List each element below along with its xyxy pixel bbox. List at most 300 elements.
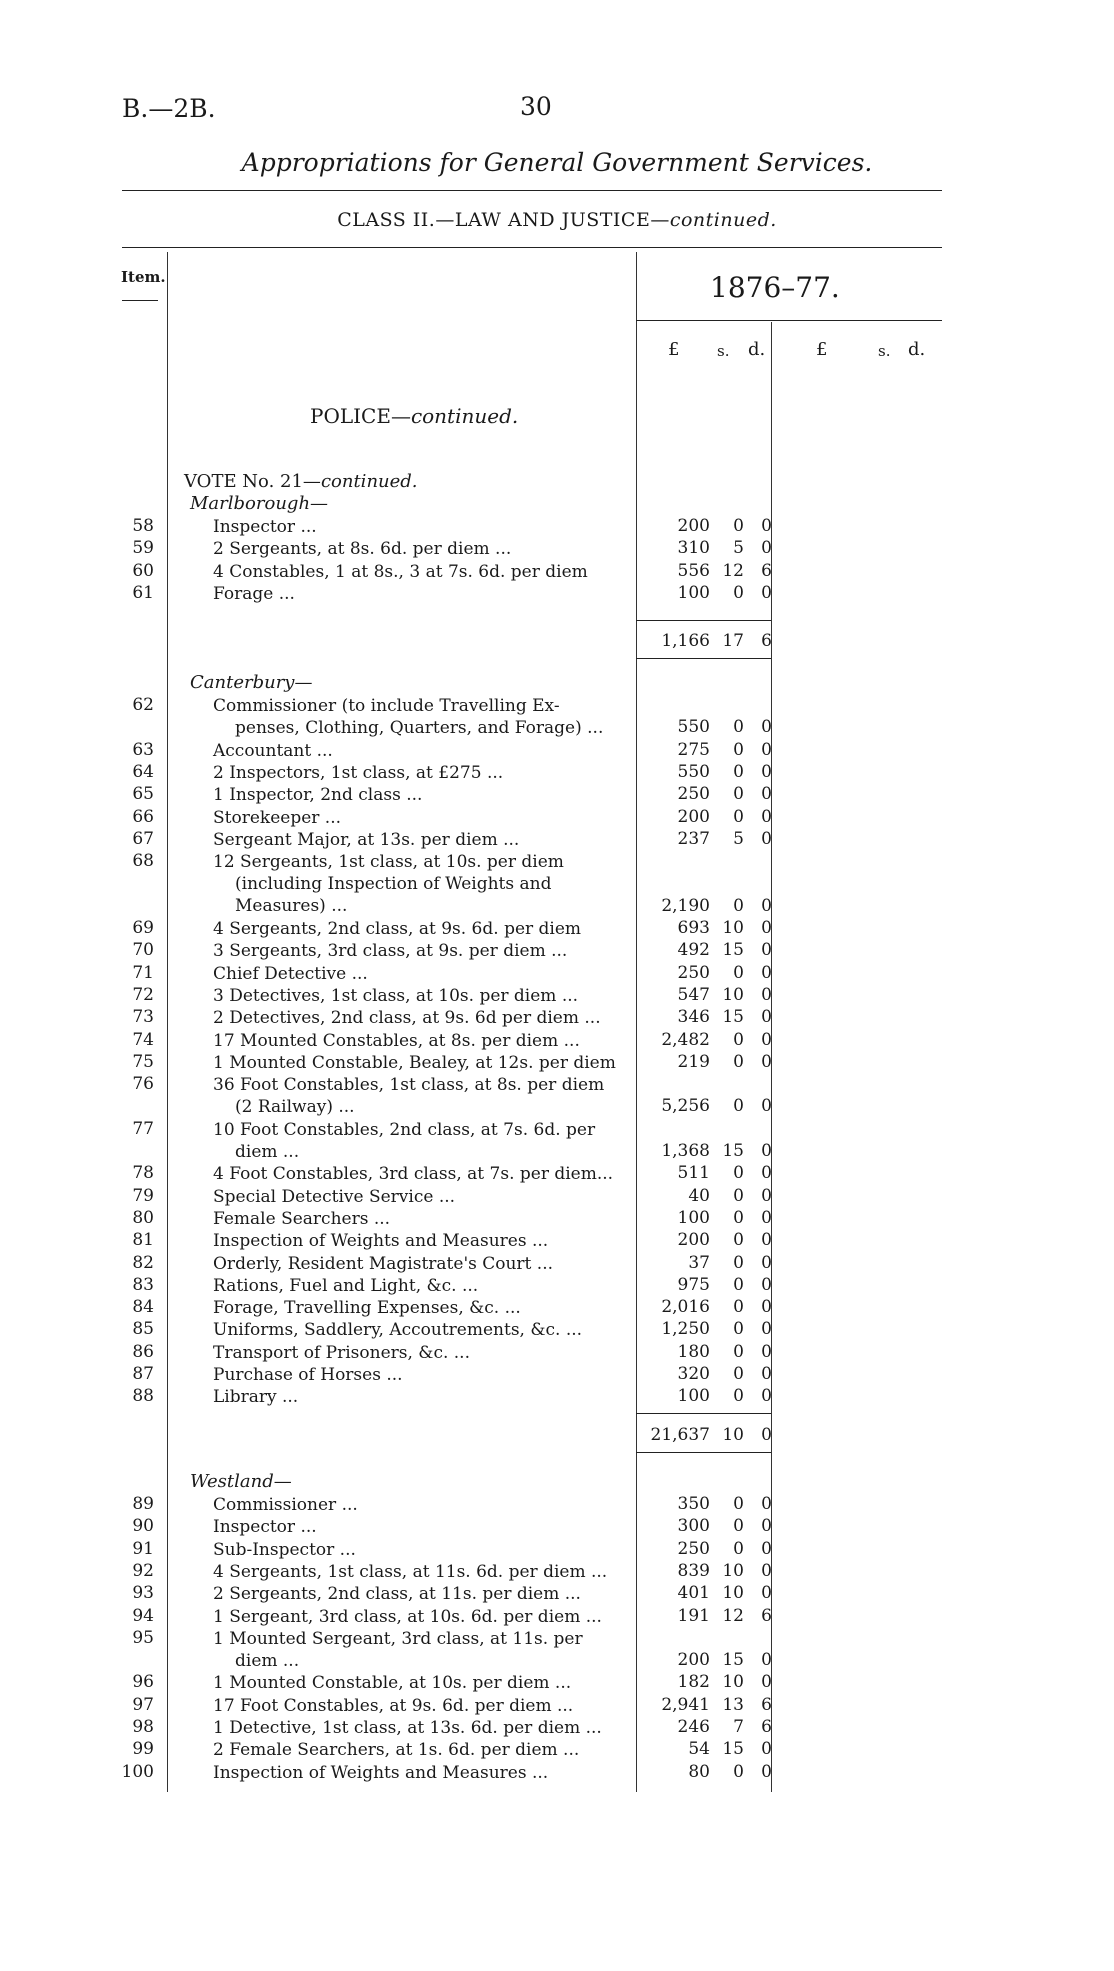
amount-pounds: 246: [677, 1717, 710, 1737]
description-line: Storekeeper ...: [213, 807, 342, 828]
item-description: [213, 1074, 637, 1118]
description-line: Special Detective Service ...: [213, 1186, 456, 1207]
table-row: [0, 784, 1114, 806]
amount-pence: 0: [761, 1386, 772, 1407]
amount-shillings: 0: [733, 1252, 744, 1273]
shilling-header: s.: [717, 342, 730, 360]
amount-shillings: 0: [733, 1761, 744, 1782]
item-number: 87: [132, 1364, 154, 1384]
amount-pounds: 2,190: [661, 895, 710, 916]
item-description: [213, 1163, 637, 1185]
table-row: [0, 1717, 1114, 1739]
description-line: 17 Foot Constables, at 9s. 6d. per diem ...: [213, 1695, 574, 1716]
item-description: [213, 1052, 637, 1074]
amount-pounds: 250: [677, 962, 710, 983]
amount-pence: 0: [761, 1583, 772, 1604]
item-description: [213, 918, 637, 940]
item-number: 67: [132, 828, 154, 849]
amount-pence: 0: [761, 1319, 772, 1340]
amount-pounds: 1,368: [661, 1140, 710, 1161]
table-row: [0, 1762, 1114, 1784]
amount-shillings: 0: [733, 1494, 744, 1514]
total-rule-canterbury-top: [636, 1413, 771, 1414]
table-row: [0, 583, 1114, 605]
description-line: penses, Clothing, Quarters, and Forage) ...: [235, 718, 604, 738]
amount-shillings: 0: [733, 1207, 744, 1228]
description-line: Forage ...: [213, 583, 295, 604]
amount-pounds: 839: [677, 1560, 710, 1581]
amount-pence: 0: [761, 538, 772, 559]
item-description: [213, 762, 637, 784]
item-description: [213, 1208, 637, 1230]
description-line: (2 Railway) ...: [235, 1097, 355, 1118]
amount-pounds: 200: [677, 1650, 710, 1671]
item-description: [213, 829, 637, 851]
amount-shillings: 0: [733, 717, 744, 738]
item-description: [213, 1297, 637, 1319]
item-description: [213, 963, 637, 985]
table-row: [0, 807, 1114, 829]
table-row: [0, 1627, 1114, 1671]
year-header: 1876–77.: [710, 271, 840, 304]
amount-pounds: 556: [677, 560, 710, 581]
document-reference: B.—2B.: [122, 94, 216, 123]
group-title-westland: Westland—: [190, 1471, 292, 1492]
amount-pounds: 547: [677, 984, 710, 1005]
amount-shillings: 15: [722, 1140, 744, 1161]
amount-pence: 0: [761, 1650, 772, 1671]
item-description: [213, 1739, 637, 1761]
table-row: [0, 1118, 1114, 1162]
item-description: [213, 1364, 637, 1386]
item-number: 81: [132, 1230, 154, 1251]
table-row: [0, 1230, 1114, 1252]
description-line: 17 Mounted Constables, at 8s. per diem ...: [213, 1030, 580, 1051]
item-description: [213, 940, 637, 962]
description-line: Inspection of Weights and Measures ...: [213, 1762, 549, 1783]
item-description: [213, 1561, 637, 1583]
amount-shillings: 13: [722, 1694, 744, 1715]
description-line: 3 Detectives, 1st class, at 10s. per diem ...: [213, 985, 579, 1006]
description-line: Purchase of Horses ...: [213, 1365, 403, 1385]
description-line: 4 Sergeants, 1st class, at 11s. 6d. per diem ...: [213, 1561, 608, 1582]
rule-top: [122, 190, 942, 191]
item-description: [213, 1230, 637, 1252]
item-description: [213, 851, 637, 917]
item-description: [213, 583, 637, 605]
table-row: [0, 762, 1114, 784]
amount-pounds: 54: [688, 1739, 710, 1760]
item-number: 79: [132, 1185, 154, 1206]
item-description: [213, 1319, 637, 1341]
description-line: Uniforms, Saddlery, Accoutrements, &c. ...: [213, 1320, 583, 1341]
item-number: 92: [132, 1560, 154, 1581]
amount-pounds: 80: [688, 1761, 710, 1782]
amount-pounds: 250: [677, 1538, 710, 1559]
group-title-canterbury: Canterbury—: [190, 672, 313, 693]
amount-pence: 0: [761, 828, 772, 849]
amount-pounds: 693: [677, 918, 710, 938]
amount-pence: 0: [761, 1185, 772, 1206]
amount-pounds: 550: [677, 717, 710, 738]
item-description: [213, 1275, 637, 1297]
amount-pence: 0: [761, 761, 772, 782]
table-row: [0, 1695, 1114, 1717]
amount-pounds: 180: [677, 1341, 710, 1362]
description-line: Rations, Fuel and Light, &c. ...: [213, 1275, 479, 1296]
total-rule-marlborough-top: [636, 620, 771, 621]
amount-shillings: 0: [733, 895, 744, 916]
description-line: Chief Detective ...: [213, 963, 368, 984]
description-line: Commissioner (to include Travelling Ex-: [213, 696, 560, 716]
description-line: 2 Female Searchers, at 1s. 6d. per diem ...: [213, 1740, 580, 1761]
amount-shillings: 0: [733, 739, 744, 760]
item-number: 60: [132, 560, 154, 581]
item-number: 70: [132, 940, 154, 961]
table-row: [0, 851, 1114, 917]
description-line: 4 Constables, 1 at 8s., 3 at 7s. 6d. per diem: [213, 561, 588, 582]
description-line: 1 Mounted Sergeant, 3rd class, at 11s. per: [213, 1628, 583, 1649]
description-line: 10 Foot Constables, 2nd class, at 7s. 6d. per: [213, 1119, 596, 1140]
table-row: [0, 695, 1114, 738]
amount-pence: 6: [761, 1717, 772, 1737]
item-description: [213, 1606, 637, 1628]
item-number: 58: [132, 516, 154, 536]
item-number: 88: [132, 1386, 154, 1407]
description-line: Orderly, Resident Magistrate's Court ...: [213, 1253, 554, 1274]
item-description: [213, 1516, 637, 1538]
item-number: 61: [132, 582, 154, 603]
amount-shillings: 5: [733, 828, 744, 849]
item-description: [213, 1762, 637, 1784]
table-row: [0, 1007, 1114, 1029]
item-number: 66: [132, 806, 154, 827]
table-row: [0, 1253, 1114, 1275]
item-number: 96: [132, 1672, 154, 1693]
description-line: Library ...: [213, 1387, 299, 1408]
item-number: 82: [132, 1252, 154, 1273]
item-number: 98: [132, 1717, 154, 1737]
amount-pence: 0: [761, 1007, 772, 1028]
amount-shillings: 0: [733, 1029, 744, 1050]
pound-header: £: [668, 339, 680, 360]
table-row: [0, 1386, 1114, 1408]
table-row: [0, 1539, 1114, 1561]
item-number: 75: [132, 1051, 154, 1072]
amount-pounds: 975: [677, 1274, 710, 1295]
amount-shillings: 12: [722, 560, 744, 581]
amount-pence: 0: [761, 1207, 772, 1228]
amount-pounds: 40: [688, 1185, 710, 1206]
table-row: [0, 985, 1114, 1007]
amount-pence: 0: [761, 1140, 772, 1161]
item-number: 85: [132, 1319, 154, 1340]
table-row: [0, 1030, 1114, 1052]
amount-pence: 0: [761, 1672, 772, 1693]
description-line: 2 Inspectors, 1st class, at £275 ...: [213, 762, 504, 783]
amount-pence: 0: [761, 582, 772, 603]
amount-pence: 0: [761, 984, 772, 1005]
item-number: 62: [132, 695, 154, 715]
page-subtitle: Appropriations for General Government Services.: [241, 148, 873, 177]
item-number: 83: [132, 1274, 154, 1295]
table-row: [0, 963, 1114, 985]
amount-pounds: 550: [677, 761, 710, 782]
item-number: 63: [132, 739, 154, 760]
amount-pence: 0: [761, 1739, 772, 1760]
description-line: diem ...: [235, 1650, 300, 1671]
table-row: [0, 1364, 1114, 1386]
item-description: [213, 1253, 637, 1275]
description-line: Forage, Travelling Expenses, &c. ...: [213, 1298, 521, 1319]
amount-shillings: 0: [733, 1319, 744, 1340]
amount-shillings: 7: [733, 1717, 744, 1737]
description-line: Transport of Prisoners, &c. ...: [213, 1342, 470, 1363]
amount-pounds: 250: [677, 784, 710, 805]
description-line: Sub-Inspector ...: [213, 1539, 356, 1560]
description-line: 4 Foot Constables, 3rd class, at 7s. per diem...: [213, 1164, 614, 1185]
amount-pence: 0: [761, 1761, 772, 1782]
amount-shillings: 12: [722, 1605, 744, 1626]
rule-item-head: [122, 300, 158, 301]
amount-pounds: 346: [677, 1007, 710, 1028]
item-description: [213, 1628, 637, 1672]
table-row: [0, 740, 1114, 762]
item-number: 86: [132, 1341, 154, 1362]
description-line: Accountant ...: [213, 740, 333, 761]
amount-pounds: 219: [677, 1051, 710, 1072]
item-number: 71: [132, 962, 154, 983]
total-rule-canterbury-bottom: [636, 1452, 771, 1453]
item-description: [213, 985, 637, 1007]
total-pounds: 1,166: [661, 631, 710, 651]
table-row: [0, 1583, 1114, 1605]
amount-shillings: 15: [722, 1739, 744, 1760]
item-description: [213, 740, 637, 762]
amount-pounds: 37: [688, 1252, 710, 1273]
amount-pence: 0: [761, 918, 772, 938]
table-row: [0, 1672, 1114, 1694]
pound-header-2: £: [816, 339, 828, 360]
amount-shillings: 0: [733, 1051, 744, 1072]
description-line: 36 Foot Constables, 1st class, at 8s. per diem: [213, 1075, 605, 1096]
item-description: [213, 1717, 637, 1739]
amount-pence: 0: [761, 940, 772, 961]
description-line: Female Searchers ...: [213, 1208, 391, 1229]
amount-pounds: 100: [677, 582, 710, 603]
item-number: 90: [132, 1516, 154, 1537]
table-row: [0, 1319, 1114, 1341]
amount-pence: 0: [761, 1364, 772, 1384]
total-pence: 6: [761, 631, 772, 651]
amount-shillings: 15: [722, 1007, 744, 1028]
amount-shillings: 10: [722, 1560, 744, 1581]
table-row: [0, 516, 1114, 538]
table-row: [0, 538, 1114, 560]
item-number: 73: [132, 1007, 154, 1028]
amount-pence: 0: [761, 1096, 772, 1117]
pence-header-2: d.: [908, 339, 926, 360]
table-row: [0, 1186, 1114, 1208]
item-description: [213, 1119, 637, 1163]
item-number: 78: [132, 1163, 154, 1184]
item-number: 65: [132, 784, 154, 805]
total-shillings: 17: [722, 631, 744, 651]
table-row: [0, 1739, 1114, 1761]
amount-shillings: 10: [722, 918, 744, 938]
amount-pence: 0: [761, 1297, 772, 1318]
item-number: 99: [132, 1739, 154, 1760]
amount-pence: 0: [761, 895, 772, 916]
item-description: [213, 784, 637, 806]
table-row: [0, 1275, 1114, 1297]
amount-shillings: 0: [733, 761, 744, 782]
item-description: [213, 1007, 637, 1029]
rule-class: [122, 247, 942, 248]
amount-pence: 6: [761, 1605, 772, 1626]
amount-shillings: 10: [722, 1583, 744, 1604]
table-row: [0, 829, 1114, 851]
description-line: Commissioner ...: [213, 1495, 358, 1515]
table-row: [0, 1297, 1114, 1319]
group-title-marlborough: Marlborough—: [190, 493, 329, 514]
table-row: [0, 1561, 1114, 1583]
amount-pence: 0: [761, 1494, 772, 1514]
item-number: 93: [132, 1583, 154, 1604]
amount-pence: 0: [761, 1560, 772, 1581]
page-number: 30: [520, 92, 552, 121]
item-description: [213, 1342, 637, 1364]
table-row: [0, 1516, 1114, 1538]
amount-pounds: 200: [677, 516, 710, 536]
amount-pounds: 100: [677, 1386, 710, 1407]
item-number: 89: [132, 1494, 154, 1514]
amount-pounds: 492: [677, 940, 710, 961]
amount-pence: 0: [761, 962, 772, 983]
item-number: 95: [132, 1627, 154, 1648]
description-line: 2 Sergeants, 2nd class, at 11s. per diem ...: [213, 1584, 581, 1605]
amount-pounds: 350: [677, 1494, 710, 1514]
item-column-header: Item.: [121, 268, 166, 286]
total-rule-marlborough-bottom: [636, 658, 771, 659]
item-description: [213, 516, 637, 538]
amount-pounds: 237: [677, 828, 710, 849]
item-description: [213, 1539, 637, 1561]
amount-pence: 6: [761, 560, 772, 581]
item-number: 80: [132, 1207, 154, 1228]
amount-shillings: 10: [722, 1672, 744, 1693]
amount-pence: 0: [761, 1029, 772, 1050]
amount-pence: 0: [761, 717, 772, 738]
amount-shillings: 0: [733, 1297, 744, 1318]
amount-pounds: 2,941: [661, 1694, 710, 1715]
amount-pence: 0: [761, 1051, 772, 1072]
amount-pence: 0: [761, 739, 772, 760]
item-number: 69: [132, 918, 154, 938]
item-number: 97: [132, 1694, 154, 1715]
item-description: [213, 1494, 637, 1516]
amount-pence: 0: [761, 806, 772, 827]
item-number: 100: [121, 1761, 154, 1782]
description-line: 1 Mounted Constable, Bealey, at 12s. per diem: [213, 1052, 616, 1073]
amount-shillings: 15: [722, 940, 744, 961]
description-line: Measures) ...: [235, 896, 348, 917]
item-number: 74: [132, 1029, 154, 1050]
vote-heading: VOTE No. 21—continued.: [184, 471, 418, 492]
amount-pounds: 2,016: [661, 1297, 710, 1318]
amount-shillings: 0: [733, 1516, 744, 1537]
amount-pounds: 191: [677, 1605, 710, 1626]
amount-shillings: 0: [733, 1274, 744, 1295]
rule-year-head: [636, 320, 942, 321]
amount-shillings: 5: [733, 538, 744, 559]
amount-shillings: 0: [733, 1185, 744, 1206]
description-line: Inspector ...: [213, 517, 317, 537]
description-line: 3 Sergeants, 3rd class, at 9s. per diem ...: [213, 941, 568, 962]
amount-pounds: 320: [677, 1364, 710, 1384]
item-description: [213, 1030, 637, 1052]
amount-pounds: 2,482: [661, 1029, 710, 1050]
table-row: [0, 1074, 1114, 1118]
amount-pounds: 1,250: [661, 1319, 710, 1340]
item-number: 94: [132, 1605, 154, 1626]
table-row: [0, 561, 1114, 583]
amount-shillings: 0: [733, 582, 744, 603]
table-row: [0, 1163, 1114, 1185]
amount-shillings: 15: [722, 1650, 744, 1671]
table-row: [0, 1606, 1114, 1628]
table-row: [0, 1208, 1114, 1230]
item-description: [213, 1695, 637, 1717]
amount-pounds: 182: [677, 1672, 710, 1693]
amount-pence: 0: [761, 1230, 772, 1251]
description-line: 12 Sergeants, 1st class, at 10s. per diem: [213, 852, 564, 873]
description-line: 1 Detective, 1st class, at 13s. 6d. per diem ...: [213, 1718, 602, 1738]
item-number: 77: [132, 1118, 154, 1139]
amount-shillings: 0: [733, 784, 744, 805]
amount-pounds: 310: [677, 538, 710, 559]
amount-shillings: 0: [733, 1163, 744, 1184]
table-row: [0, 940, 1114, 962]
item-number: 64: [132, 761, 154, 782]
shilling-header-2: s.: [878, 342, 891, 360]
amount-pence: 0: [761, 1252, 772, 1273]
amount-shillings: 0: [733, 1096, 744, 1117]
description-line: Inspection of Weights and Measures ...: [213, 1231, 549, 1252]
amount-pence: 0: [761, 516, 772, 536]
amount-shillings: 0: [733, 1364, 744, 1384]
description-line: 4 Sergeants, 2nd class, at 9s. 6d. per diem: [213, 919, 582, 939]
amount-shillings: 0: [733, 1386, 744, 1407]
item-number: 84: [132, 1297, 154, 1318]
amount-pence: 0: [761, 1274, 772, 1295]
description-line: 1 Sergeant, 3rd class, at 10s. 6d. per diem ...: [213, 1606, 602, 1627]
item-number: 76: [132, 1074, 154, 1095]
class-heading: CLASS II.—LAW AND JUSTICE—continued.: [337, 209, 777, 231]
item-description: [213, 1583, 637, 1605]
amount-pounds: 511: [677, 1163, 710, 1184]
amount-pounds: 100: [677, 1207, 710, 1228]
amount-pence: 6: [761, 1694, 772, 1715]
description-line: diem ...: [235, 1141, 300, 1162]
description-line: 2 Detectives, 2nd class, at 9s. 6d per diem ...: [213, 1008, 601, 1029]
amount-pence: 0: [761, 784, 772, 805]
item-number: 59: [132, 538, 154, 559]
amount-pounds: 200: [677, 806, 710, 827]
total-pence: 0: [761, 1425, 772, 1445]
amount-shillings: 0: [733, 1230, 744, 1251]
amount-pounds: 401: [677, 1583, 710, 1604]
